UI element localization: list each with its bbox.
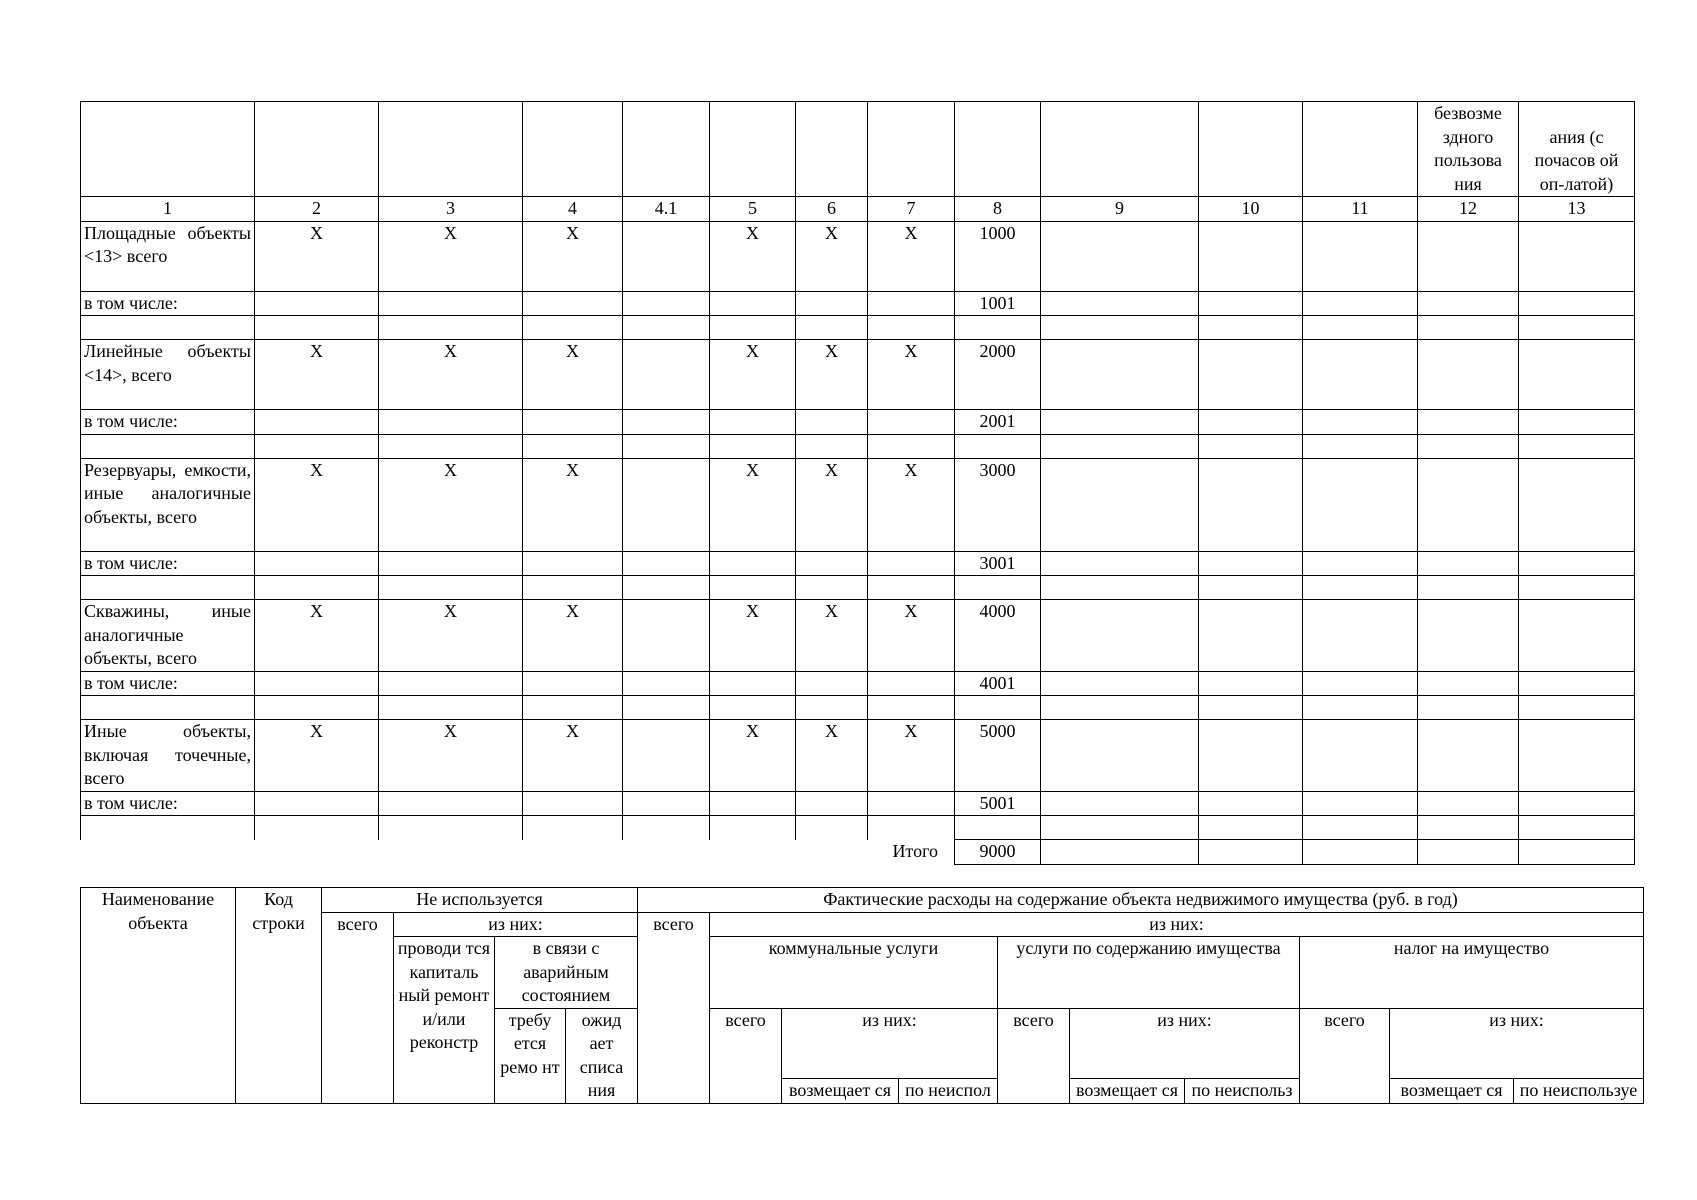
table-cell (379, 696, 523, 720)
table-cell (1519, 696, 1635, 720)
table-cell (1199, 316, 1303, 340)
row-code: 4000 (955, 600, 1041, 672)
total-code: 9000 (955, 840, 1041, 865)
row-code: 1000 (955, 221, 1041, 291)
table-cell (1519, 816, 1635, 840)
table-cell (1519, 576, 1635, 600)
utilities-total: всего (710, 1008, 782, 1103)
x-mark: X (710, 221, 796, 291)
table-cell (868, 671, 955, 696)
column-number-row (81, 197, 1635, 222)
table-cell (1199, 576, 1303, 600)
x-mark: X (710, 600, 796, 672)
not-used-of-which: из них: (394, 912, 638, 937)
table-cell (710, 551, 796, 576)
table-cell (623, 291, 710, 316)
table-cell (1199, 791, 1303, 816)
table-cell (523, 434, 623, 458)
table-cell (1041, 340, 1199, 410)
table-cell (1041, 720, 1199, 792)
table-cell (1303, 551, 1418, 576)
sub-row-code: 4001 (955, 671, 1041, 696)
not-used-header: Не используется (322, 888, 638, 913)
table-cell (81, 316, 255, 340)
objects-table (80, 101, 1635, 865)
x-mark: X (523, 720, 623, 792)
empty-row (81, 696, 1635, 720)
table-cell (523, 816, 623, 840)
x-mark: X (379, 600, 523, 672)
header-cell (255, 102, 379, 197)
header-cell (1199, 102, 1303, 197)
total-label: Итого (892, 840, 938, 861)
x-mark: X (796, 221, 868, 291)
subtotal-label: в том числе: (81, 551, 255, 576)
x-mark: X (379, 340, 523, 410)
table-cell (1303, 458, 1418, 551)
table-cell (1418, 434, 1519, 458)
table-cell (796, 576, 868, 600)
table-cell (955, 434, 1041, 458)
table-cell (255, 551, 379, 576)
table-cell (1303, 600, 1418, 672)
table-cell (623, 791, 710, 816)
table-cell (623, 410, 710, 435)
header-cell (1303, 102, 1418, 197)
expenses-total: всего (638, 912, 710, 1103)
table-cell (1041, 671, 1199, 696)
table-cell (710, 316, 796, 340)
table-cell (710, 434, 796, 458)
maintenance-total: всего (998, 1008, 1070, 1103)
table-cell (1199, 816, 1303, 840)
table-cell (868, 291, 955, 316)
table-cell (623, 720, 710, 792)
sub-row-code: 5001 (955, 791, 1041, 816)
group-row (81, 221, 1635, 291)
table-cell (1041, 696, 1199, 720)
group-name: Резервуары, емкости, иные аналогичные объекты, всего (81, 458, 255, 551)
capital-repair-header: проводи тся капиталь ный ремонт и/или реконстр (394, 937, 495, 1104)
table-cell (1199, 671, 1303, 696)
row-code-header: Код строки (236, 888, 322, 1104)
table-cell (623, 696, 710, 720)
table-cell (1418, 600, 1519, 672)
table-cell (379, 291, 523, 316)
table-cell (710, 410, 796, 435)
awaiting-writeoff-header: ожид ает списа ния (566, 1008, 638, 1103)
column-number: 1 (81, 197, 255, 222)
x-mark: X (379, 221, 523, 291)
table-cell (796, 551, 868, 576)
column-number: 8 (955, 197, 1041, 222)
subtotal-row (81, 671, 1635, 696)
table-cell (1418, 316, 1519, 340)
tax-of-which: из них: (1390, 1008, 1644, 1079)
table-cell (1519, 340, 1635, 410)
utilities-of-which: из них: (782, 1008, 998, 1079)
expenses-header-table (80, 887, 1644, 1104)
table-cell (1418, 221, 1519, 291)
utilities-unused: по неиспол (899, 1079, 998, 1104)
x-mark: X (868, 458, 955, 551)
not-used-total: всего (322, 912, 394, 1103)
table-cell (1199, 720, 1303, 792)
table-cell (868, 791, 955, 816)
subtotal-label: в том числе: (81, 671, 255, 696)
table-cell (1519, 840, 1635, 865)
x-mark: X (255, 458, 379, 551)
x-mark: X (796, 340, 868, 410)
table-cell (81, 434, 255, 458)
table-cell (523, 410, 623, 435)
table-cell (1303, 340, 1418, 410)
table-cell (796, 316, 868, 340)
table-cell (623, 576, 710, 600)
table-cell (1418, 340, 1519, 410)
tax-reimbursed: возмещает ся (1390, 1079, 1514, 1104)
table-cell (1041, 791, 1199, 816)
table-cell (955, 576, 1041, 600)
table-cell (523, 291, 623, 316)
table-cell (1519, 221, 1635, 291)
table-cell (710, 696, 796, 720)
header-cell (379, 102, 523, 197)
x-mark: X (796, 458, 868, 551)
x-mark: X (710, 720, 796, 792)
column-number: 11 (1303, 197, 1418, 222)
table-cell (623, 221, 710, 291)
repair-needed-header: требу ется ремо нт (495, 1008, 566, 1103)
subtotal-row (81, 291, 1635, 316)
table-cell (1303, 720, 1418, 792)
table-cell (710, 576, 796, 600)
table-cell (1303, 816, 1418, 840)
table-cell (1041, 221, 1199, 291)
x-mark: X (868, 720, 955, 792)
expenses-header-row (81, 888, 1644, 913)
table-cell (868, 434, 955, 458)
table-cell (796, 791, 868, 816)
x-mark: X (523, 221, 623, 291)
table-cell (1041, 458, 1199, 551)
x-mark: X (255, 340, 379, 410)
table-cell (1303, 576, 1418, 600)
group-name: Иные объекты, включая точечные, всего (81, 720, 255, 792)
empty-row (81, 576, 1635, 600)
table-cell (623, 316, 710, 340)
table-cell (796, 434, 868, 458)
table-cell (955, 316, 1041, 340)
subtotal-row (81, 551, 1635, 576)
table-cell (796, 816, 868, 840)
table-cell (255, 816, 379, 840)
table-cell (1041, 840, 1199, 865)
row-code: 5000 (955, 720, 1041, 792)
tax-total: всего (1300, 1008, 1390, 1103)
table-cell (796, 696, 868, 720)
x-mark: X (710, 458, 796, 551)
x-mark: X (868, 600, 955, 672)
table-cell (1303, 434, 1418, 458)
header-cell (868, 102, 955, 197)
x-mark: X (255, 600, 379, 672)
table-cell (523, 316, 623, 340)
x-mark: X (523, 340, 623, 410)
column-number: 3 (379, 197, 523, 222)
subtotal-row (81, 410, 1635, 435)
header-col12: безвозме здного пользова ния (1418, 102, 1519, 197)
table-cell (796, 291, 868, 316)
header-cell (955, 102, 1041, 197)
x-mark: X (796, 720, 868, 792)
table-cell (1199, 291, 1303, 316)
x-mark: X (868, 221, 955, 291)
x-mark: X (868, 340, 955, 410)
table-cell (523, 551, 623, 576)
column-number: 4 (523, 197, 623, 222)
table-cell (255, 671, 379, 696)
header-cell (523, 102, 623, 197)
sub-row-code: 3001 (955, 551, 1041, 576)
table-cell (1519, 316, 1635, 340)
table-cell (868, 816, 955, 840)
actual-expenses-header: Фактические расходы на содержание объекта недвижимого имущества (руб. в год) (638, 888, 1644, 913)
table-cell (1041, 434, 1199, 458)
subtotal-label: в том числе: (81, 410, 255, 435)
table-cell (1519, 720, 1635, 792)
table-cell (379, 791, 523, 816)
table-cell (1041, 551, 1199, 576)
table-cell (81, 696, 255, 720)
column-number: 10 (1199, 197, 1303, 222)
property-tax-header: налог на имущество (1300, 937, 1644, 1009)
table-cell (623, 816, 710, 840)
table-cell (1303, 410, 1418, 435)
table-cell (255, 434, 379, 458)
table-cell (523, 696, 623, 720)
row-code: 3000 (955, 458, 1041, 551)
group-name: Скважины, иные аналогичные объекты, всего (81, 600, 255, 672)
table-cell (1519, 551, 1635, 576)
table-cell (1519, 434, 1635, 458)
header-cell (81, 102, 255, 197)
table-cell (523, 576, 623, 600)
table-cell (1199, 551, 1303, 576)
table-cell (1519, 291, 1635, 316)
group-name: Линейные объекты <14>, всего (81, 340, 255, 410)
table-cell (1199, 600, 1303, 672)
table-cell (1303, 221, 1418, 291)
sub-row-code: 1001 (955, 291, 1041, 316)
emergency-header: в связи с аварийным состоянием (495, 937, 638, 1009)
table-cell (255, 410, 379, 435)
sub-row-code: 2001 (955, 410, 1041, 435)
table-cell (623, 671, 710, 696)
column-number: 2 (255, 197, 379, 222)
x-mark: X (379, 458, 523, 551)
x-mark: X (255, 221, 379, 291)
table-cell (868, 316, 955, 340)
table-cell (1041, 316, 1199, 340)
table-cell (379, 316, 523, 340)
table-cell (1041, 600, 1199, 672)
table-cell (623, 434, 710, 458)
subtotal-label: в том числе: (81, 291, 255, 316)
table-cell (623, 600, 710, 672)
table-cell (1041, 816, 1199, 840)
table-cell (1199, 696, 1303, 720)
table-cell (81, 576, 255, 600)
table-cell (955, 816, 1041, 840)
x-mark: X (523, 458, 623, 551)
table-cell (1418, 720, 1519, 792)
column-number: 9 (1041, 197, 1199, 222)
table-cell (255, 791, 379, 816)
table-cell (255, 316, 379, 340)
table-cell (255, 291, 379, 316)
column-number: 5 (710, 197, 796, 222)
group-row (81, 600, 1635, 672)
group-name: Площадные объекты <13> всего (81, 221, 255, 291)
table-cell (1303, 840, 1418, 865)
table-cell (379, 551, 523, 576)
header-cell (623, 102, 710, 197)
table-cell (868, 696, 955, 720)
tax-unused: по неиспользуе (1514, 1079, 1644, 1104)
x-mark: X (523, 600, 623, 672)
table-cell (1418, 458, 1519, 551)
table-cell (1418, 791, 1519, 816)
subtotal-row (81, 791, 1635, 816)
table-cell (1199, 840, 1303, 865)
total-row (81, 840, 1635, 865)
header-continuation-row (81, 102, 1635, 197)
x-mark: X (255, 720, 379, 792)
table-cell (1418, 840, 1519, 865)
table-cell (1041, 576, 1199, 600)
table-cell (1303, 291, 1418, 316)
table-cell (710, 816, 796, 840)
expenses-of-which: из них: (710, 912, 1644, 937)
table-cell (1041, 410, 1199, 435)
table-cell (1519, 410, 1635, 435)
header-col13: ания (с почасов ой оп-латой) (1519, 102, 1635, 197)
table-cell (1519, 458, 1635, 551)
table-cell (796, 671, 868, 696)
table-cell (1418, 696, 1519, 720)
empty-row (81, 816, 1635, 840)
table-cell (1199, 458, 1303, 551)
table-cell (379, 671, 523, 696)
table-cell (379, 434, 523, 458)
table-cell (710, 671, 796, 696)
column-number: 12 (1418, 197, 1519, 222)
header-cell (1041, 102, 1199, 197)
x-mark: X (796, 600, 868, 672)
table-cell (1199, 434, 1303, 458)
table-cell (1303, 791, 1418, 816)
table-cell (1418, 671, 1519, 696)
subtotal-label: в том числе: (81, 791, 255, 816)
maintenance-header: услуги по содержанию имущества (998, 937, 1300, 1009)
empty-row (81, 316, 1635, 340)
x-mark: X (710, 340, 796, 410)
empty-row (81, 434, 1635, 458)
table-cell (1519, 600, 1635, 672)
table-cell (1418, 291, 1519, 316)
table-cell (1199, 340, 1303, 410)
table-cell (379, 576, 523, 600)
group-row (81, 340, 1635, 410)
table-cell (255, 696, 379, 720)
group-row (81, 458, 1635, 551)
table-cell (1303, 696, 1418, 720)
x-mark: X (379, 720, 523, 792)
table-cell (955, 696, 1041, 720)
table-cell (623, 458, 710, 551)
header-cell (710, 102, 796, 197)
table-cell (1041, 291, 1199, 316)
table-cell (868, 551, 955, 576)
table-cell (1418, 551, 1519, 576)
maintenance-reimbursed: возмещает ся (1070, 1079, 1185, 1104)
table-cell (868, 576, 955, 600)
table-cell (523, 791, 623, 816)
maintenance-unused: по неиспольз (1185, 1079, 1300, 1104)
utilities-reimbursed: возмещает ся (782, 1079, 899, 1104)
column-number: 6 (796, 197, 868, 222)
table-cell (710, 291, 796, 316)
column-number: 4.1 (623, 197, 710, 222)
table-cell (1519, 671, 1635, 696)
table-cell (1199, 221, 1303, 291)
table-cell (255, 576, 379, 600)
utilities-header: коммунальные услуги (710, 937, 998, 1009)
table-cell (379, 410, 523, 435)
table-cell (1199, 410, 1303, 435)
table-cell (1418, 816, 1519, 840)
table-cell (1418, 576, 1519, 600)
table-cell (379, 816, 523, 840)
table-cell (1303, 316, 1418, 340)
table-cell (710, 791, 796, 816)
header-cell (796, 102, 868, 197)
table-cell (523, 671, 623, 696)
group-row (81, 720, 1635, 792)
object-name-header: Наименование объекта (81, 888, 236, 1104)
table-cell (1519, 791, 1635, 816)
table-cell (623, 551, 710, 576)
table-cell (623, 340, 710, 410)
table-cell (868, 410, 955, 435)
row-code: 2000 (955, 340, 1041, 410)
table-cell (81, 816, 255, 840)
table-cell (1303, 671, 1418, 696)
column-number: 13 (1519, 197, 1635, 222)
table-cell (1418, 410, 1519, 435)
column-number: 7 (868, 197, 955, 222)
maintenance-of-which: из них: (1070, 1008, 1300, 1079)
table-cell (796, 410, 868, 435)
